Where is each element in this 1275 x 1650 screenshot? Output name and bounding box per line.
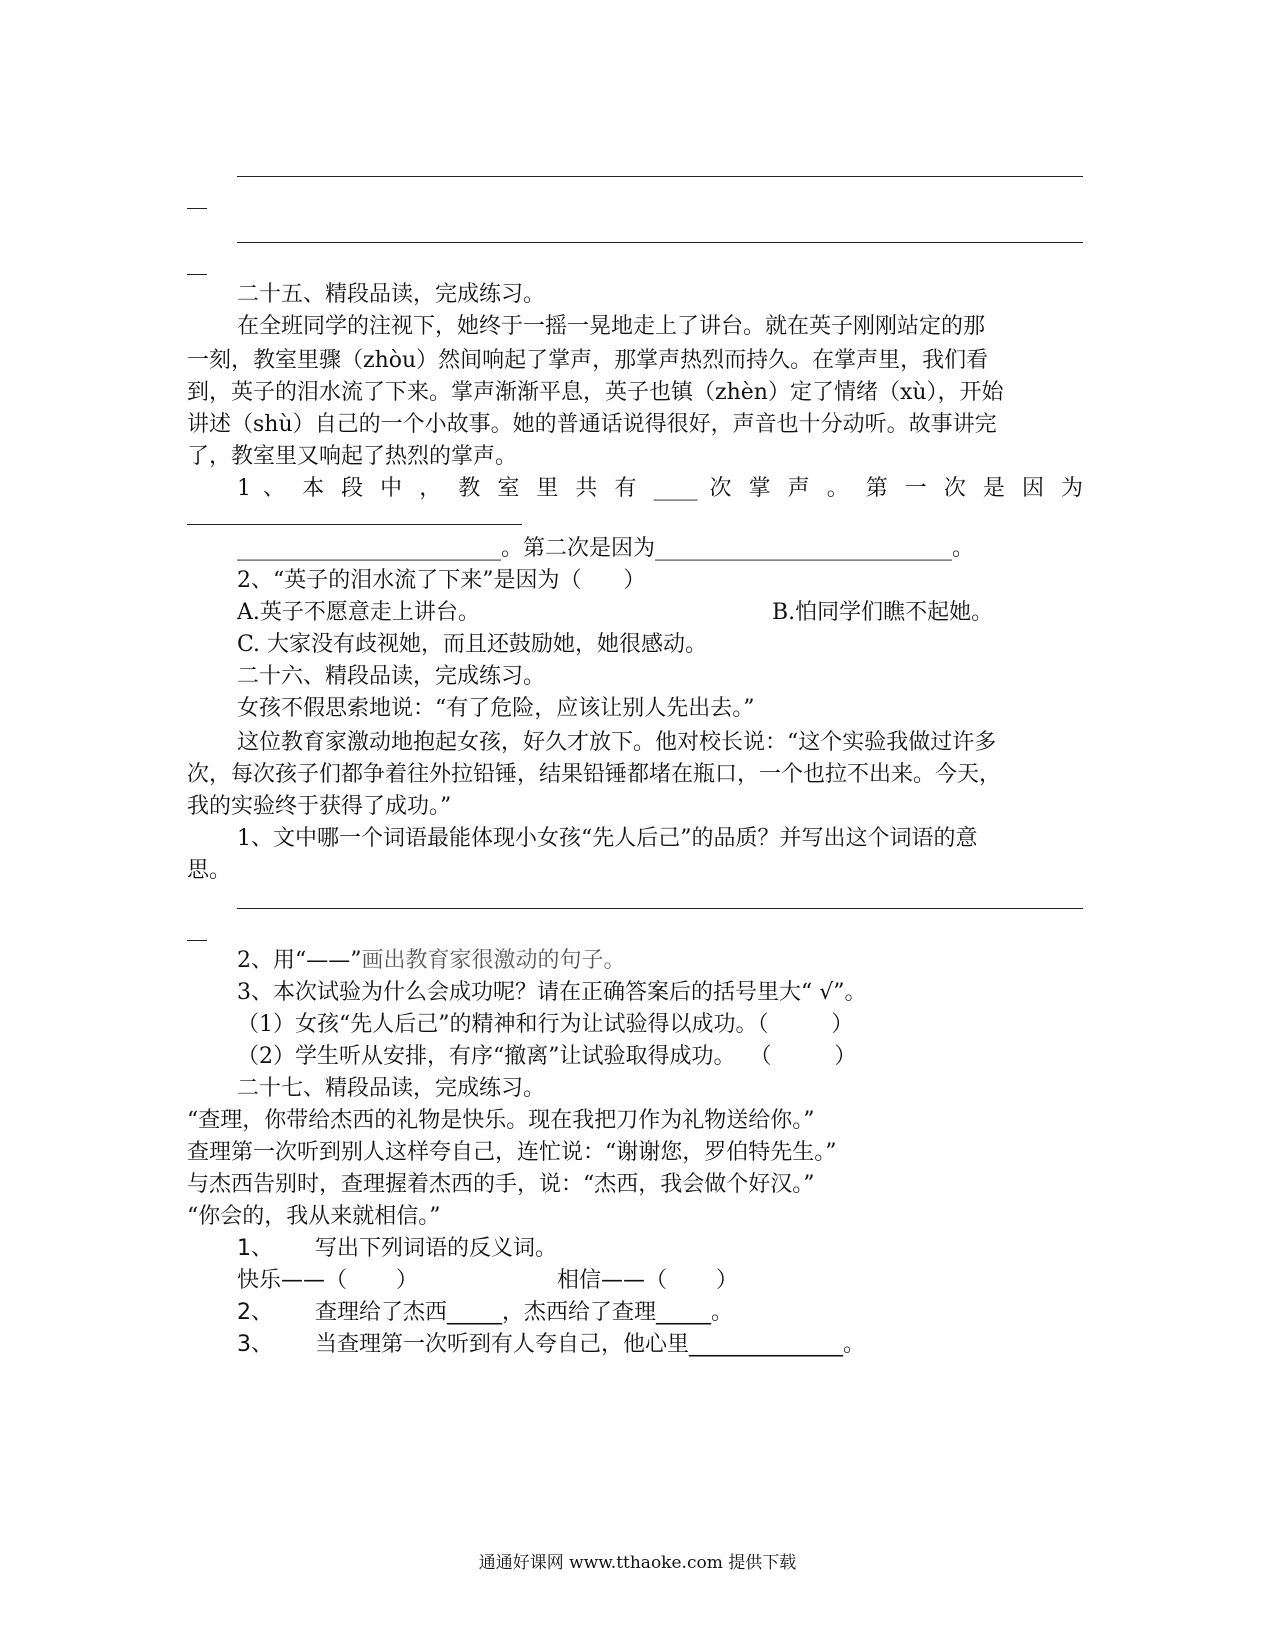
question-text: 2、用“——” [237, 948, 362, 973]
answer-line-continuation [187, 208, 207, 209]
passage-line: 在全班同学的注视下，她终于一摇一晃地走上了讲台。就在英子刚刚站定的那 [237, 314, 986, 339]
passage-line: 讲述（shù）自己的一个小故事。她的普通话说得很好，声音也十分动听。故事讲完 [187, 412, 997, 437]
passage-line: 查理第一次听到别人这样夸自己，连忙说：“谢谢您，罗伯特先生。” [187, 1140, 837, 1165]
passage-line: 到，英子的泪水流了下来。掌声渐渐平息，英子也镇（zhèn）定了情绪（xù），开始 [187, 380, 1004, 405]
antonym-item: 相信——（ ） [557, 1268, 738, 1293]
passage-line: 女孩不假思索地说：“有了危险，应该让别人先出去。” [237, 696, 755, 721]
passage-line: 这位教育家激动地抱起女孩，好久才放下。他对校长说：“这个实验我做过许多 [237, 730, 997, 755]
option-c: C. 大家没有歧视她，而且还鼓励她，她很感动。 [237, 632, 708, 657]
section-heading: 二十七、精段品读，完成练习。 [237, 1076, 546, 1101]
question-option: （2）学生听从安排，有序“撤离”让试验取得成功。 （ ） [237, 1044, 857, 1069]
answer-line [237, 242, 1083, 243]
question-number: 2、 [237, 1300, 273, 1325]
question-line [237, 946, 626, 976]
question-line: 1、文中哪一个词语最能体现小女孩“先人后己”的品质？并写出这个词语的意 [237, 826, 978, 851]
option-b: B.怕同学们瞧不起她。 [772, 600, 994, 625]
answer-line [237, 176, 1083, 177]
question-line: 3、本次试验为什么会成功呢？请在正确答案后的括号里大“ √”。 [237, 980, 867, 1005]
passage-line: 了，教室里又响起了热烈的掌声。 [187, 444, 518, 469]
passage-line: 我的实验终于获得了成功。” [187, 794, 452, 819]
question-number: 1、 [237, 1236, 273, 1261]
option-a: A.英子不愿意走上讲台。 [237, 600, 480, 625]
antonym-item: 快乐——（ ） [237, 1268, 418, 1293]
question-text-gray: 画出教育家很激动的句子。 [361, 948, 626, 973]
section-heading: 二十五、精段品读，完成练习。 [237, 282, 546, 307]
passage-line: 次，每次孩子们都争着往外拉铅锤，结果铅锤都堵在瓶口，一个也拉不出来。今天， [187, 762, 1002, 787]
question-line: 2、“英子的泪水流了下来”是因为（ ） [237, 568, 646, 593]
question-line: 思。 [187, 858, 232, 883]
passage-line: 一刻，教室里骤（zhòu）然间响起了掌声，那掌声热烈而持久。在掌声里，我们看 [187, 348, 989, 373]
question-line: 1 、 本 段 中 ， 教 室 里 共 有 ____ 次 掌 声 。 第 一 次 是 因 为 [237, 476, 1083, 501]
answer-line-continuation [187, 274, 207, 275]
question-line: 查理给了杰西_____，杰西给了查理_____。 [315, 1300, 734, 1325]
section-heading: 二十六、精段品读，完成练习。 [237, 664, 546, 689]
question-number: 3、 [237, 1332, 273, 1357]
answer-line [237, 908, 1083, 909]
passage-line: 与杰西告别时，查理握着杰西的手，说：“杰西，我会做个好汉。” [187, 1172, 815, 1197]
question-line: 当查理第一次听到有人夸自己，他心里______________。 [315, 1332, 866, 1357]
question-option: （1）女孩“先人后己”的精神和行为让试验得以成功。（ ） [237, 1012, 854, 1037]
passage-line: “你会的，我从来就相信。” [187, 1204, 441, 1229]
answer-line-continuation [187, 940, 207, 941]
question-line: 写出下列词语的反义词。 [315, 1236, 558, 1261]
question-line: ________________________。第二次是因为___________________________。 [237, 536, 975, 561]
passage-line: “查理，你带给杰西的礼物是快乐。现在我把刀作为礼物送给你。” [187, 1108, 815, 1133]
answer-line [187, 524, 522, 525]
page-footer: 通通好课网 www.tthaoke.com 提供下载 [478, 1553, 797, 1573]
